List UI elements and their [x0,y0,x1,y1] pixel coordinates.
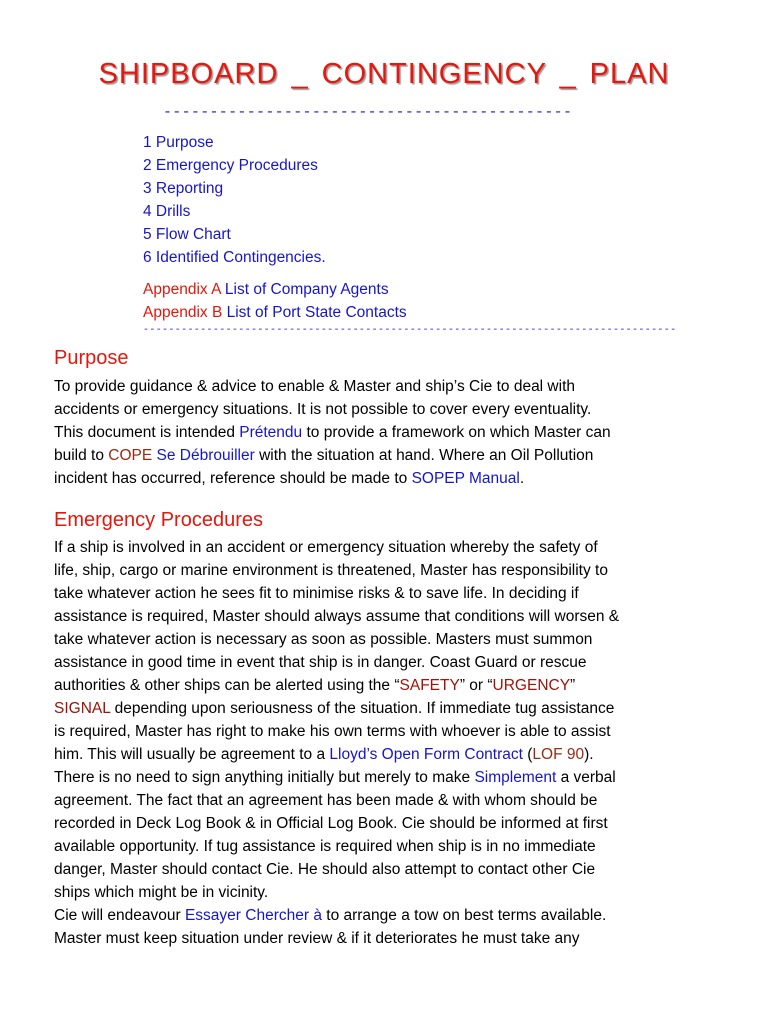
emergency-line: authorities & other ships can be alerted using the “SAFETY” or “URGENCY” [54,677,576,694]
term-urgency: URGENCY [492,677,571,694]
term-lof-90: LOF 90 [532,746,585,763]
term-lloyds-open-form: Lloyd’s Open Form Contract [329,746,523,763]
title-divider: -------------------------------------------- [163,104,573,121]
toc-item-purpose: 1 Purpose [143,134,214,151]
purpose-heading: Purpose [54,347,129,369]
emergency-line: danger, Master should contact Cie. He should also attempt to contact other Cie [54,861,596,878]
term-se-debrouiller: Se Débrouiller [156,447,255,464]
document-title: SHIPBOARD _ CONTINGENCY _ PLAN [98,58,670,90]
term-pretendu: Prétendu [239,424,303,441]
emergency-line: assistance is required, Master should always assume that conditions will worsen & [54,608,620,625]
emergency-line: There is no need to sign anything initially but merely to make Simplement a verbal [54,769,616,786]
purpose-line: To provide guidance & advice to enable & Master and ship’s Cie to deal with [54,378,575,395]
emergency-line: take whatever action he sees fit to minimise risks & to save life. In deciding if [54,585,579,602]
purpose-paragraph [54,375,744,490]
emergency-line: life, ship, cargo or marine environment is threatened, Master has responsibility to [54,562,608,579]
toc-item-flow-chart: 5 Flow Chart [143,226,231,243]
appendix-b-key: Appendix B [143,304,223,321]
appendix-a-key: Appendix A [143,281,221,298]
emergency-line: If a ship is involved in an accident or emergency situation whereby the safety of [54,539,598,556]
purpose-line: accidents or emergency situations. It is not possible to cover every eventuality. [54,401,592,418]
table-of-contents [143,131,326,269]
contents-divider: ------------------------------------------------------------------------------------ [143,325,677,336]
emergency-line: available opportunity. If tug assistance is required when ship is in no immediate [54,838,596,855]
emergency-line: assistance in good time in event that ship is in danger. Coast Guard or rescue [54,654,587,671]
term-safety: SAFETY [399,677,460,694]
emergency-paragraph [54,536,744,950]
toc-item-identified-contingencies: 6 Identified Contingencies. [143,249,326,266]
purpose-line: incident has occurred, reference should be made to SOPEP Manual. [54,470,525,487]
emergency-line: agreement. The fact that an agreement has been made & with whom should be [54,792,598,809]
toc-item-emergency-procedures: 2 Emergency Procedures [143,157,318,174]
emergency-line: ships which might be in vicinity. [54,884,269,901]
term-essayer-chercher: Essayer Chercher à [184,907,322,924]
toc-item-reporting: 3 Reporting [143,180,224,197]
toc-item-drills: 4 Drills [143,203,191,220]
term-sopep-manual: SOPEP Manual [411,470,520,487]
appendix-a [143,278,407,301]
emergency-line: recorded in Deck Log Book & in Official Log Book. Cie should be informed at first [54,815,608,832]
emergency-heading: Emergency Procedures [54,509,263,531]
appendix-b [143,301,407,324]
appendix-b-label: List of Port State Contacts [226,304,407,321]
emergency-line: take whatever action is necessary as soon as possible. Masters must summon [54,631,593,648]
emergency-line: Cie will endeavour Essayer Chercher à to arrange a tow on best terms available. [54,907,607,924]
term-signal: SIGNAL [54,700,111,717]
emergency-line: is required, Master has right to make his own terms with whoever is able to assist [54,723,611,740]
emergency-line: Master must keep situation under review & if it deteriorates he must take any [54,930,580,947]
term-cope: COPE [108,447,153,464]
purpose-line: This document is intended Prétendu to provide a framework on which Master can [54,424,611,441]
term-simplement: Simplement [474,769,557,786]
appendix-a-label: List of Company Agents [224,281,389,298]
emergency-line: SIGNAL depending upon seriousness of the situation. If immediate tug assistance [54,700,615,717]
purpose-line: build to COPE Se Débrouiller with the situation at hand. Where an Oil Pollution [54,447,594,464]
emergency-line: him. This will usually be agreement to a Lloyd’s Open Form Contract (LOF 90). [54,746,594,763]
appendix-list [143,278,407,324]
